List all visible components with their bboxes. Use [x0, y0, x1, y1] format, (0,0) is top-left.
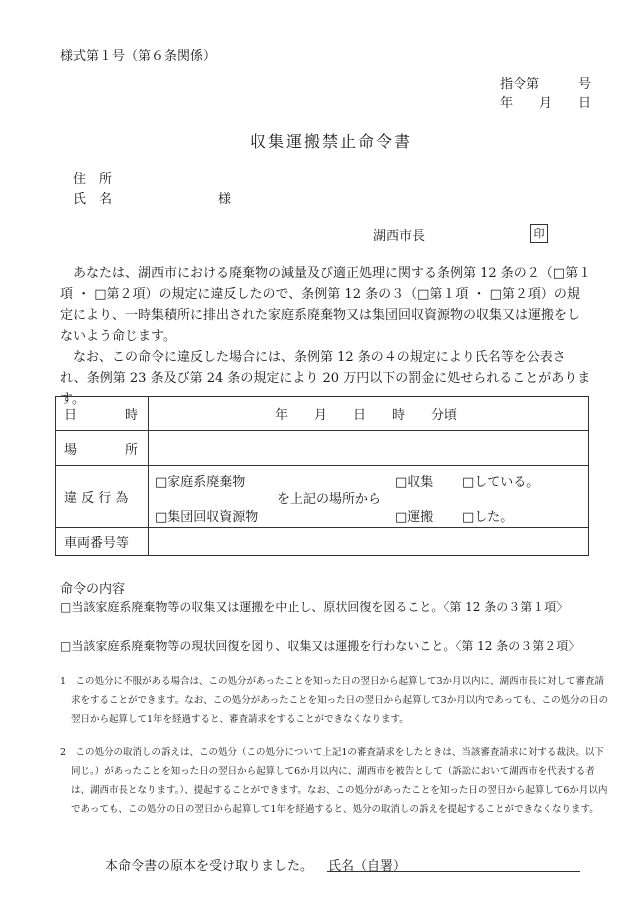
row-violation	[56, 466, 589, 528]
seal-mark: 印	[530, 224, 548, 243]
datetime-value: 年 月 日 時 分頃	[149, 397, 589, 431]
violation-options	[149, 466, 589, 528]
document-title: 収集運搬禁止命令書	[250, 132, 413, 151]
row-place	[56, 431, 589, 466]
place-label	[56, 431, 149, 466]
option-collect: □収集	[395, 474, 434, 490]
signature-line	[327, 870, 580, 872]
order-item-2: □当該家庭系廃棄物等の現状回復を図り、収集又は運搬を行わないこと。〈第 12 条の３第２項〉	[60, 639, 581, 653]
datetime-label-a: 日	[64, 408, 78, 423]
row-vehicle	[56, 528, 589, 556]
note-1: 1 この処分に不服がある場合は、この処分があったことを知った日の翌日から起算して3か月以内に、湖西市長に対して審査請求をすることができます。なお、この処分があったことを知った日の翌日から起算して3か月以内であっても、この処分の日の翌日から起算して1年を経過すると、審査請求をすることができなくなります。	[60, 676, 609, 725]
datetime-label	[56, 397, 149, 431]
vehicle-value	[149, 528, 589, 556]
honorific: 様	[218, 192, 232, 207]
option-did: □した。	[462, 509, 514, 525]
note-2: 2 この処分の取消しの訴えは、この処分（この処分について上記1の審査請求をしたときは、当該審査請求に対する裁決。以下同じ。）があったことを知った日の翌日から起算して6か月以内に、湖西市を被告として（訴訟において湖西市を代表する者は、湖西市長となります。）、提起することができます。なお、この処分があったことを知った日の翌日から起算して6か月以内であっても、この処分の日の翌日から起算して1年を経過すると、処分の取消しの訴えを提起することができなくなります。	[60, 747, 608, 815]
violation-table	[55, 396, 589, 556]
datetime-label-b: 時	[124, 408, 138, 423]
issuer-name: 湖西市長	[373, 229, 426, 244]
vehicle-label: 車両番号等	[56, 528, 149, 556]
from-place-text: を上記の場所から	[277, 491, 382, 507]
place-label-b: 所	[124, 442, 138, 458]
address-label: 住 所	[73, 172, 113, 187]
orders-heading: 命令の内容	[60, 582, 126, 597]
signature-label: 氏名（自署）	[328, 859, 407, 874]
place-value	[149, 431, 589, 466]
option-transport: □運搬	[395, 509, 434, 525]
violation-label: 違 反 行 為	[56, 466, 149, 528]
form-label: 様式第１号（第６条関係）	[60, 49, 217, 64]
option-group-recyclables: □集団回収資源物	[155, 509, 259, 525]
option-household-waste: □家庭系廃棄物	[155, 474, 246, 490]
body-paragraph-2: なお、この命令に違反した場合には、条例第 12 条の４の規定により氏名等を公表され、条例第 23 条及び第 24 条の規定により 20 万円以下の罰金に処せられることがあります。	[60, 350, 591, 407]
receipt-statement: 本命令書の原本を受け取りました。	[105, 859, 314, 874]
date-line: 年 月 日	[500, 96, 592, 111]
order-item-1: □当該家庭系廃棄物等の収集又は運搬を中止し、原状回復を図ること。〈第 12 条の３第１項〉	[60, 600, 569, 614]
order-number-line: 指令第 号	[500, 77, 592, 92]
place-label-a: 場	[64, 442, 78, 458]
option-doing: □している。	[462, 474, 540, 490]
row-datetime	[56, 397, 589, 431]
name-label: 氏 名	[73, 192, 113, 207]
body-paragraph-1: あなたは、湖西市における廃棄物の減量及び適正処理に関する条例第 12 条の２（□第１項 ・ □第２項）の規定に違反したので、条例第 12 条の３（□第１項 ・ □第２項）の規定により、一時集積所に排出された家庭系廃棄物又は集団回収資源物の収集又は運搬をしないよう命じます。	[60, 266, 592, 344]
